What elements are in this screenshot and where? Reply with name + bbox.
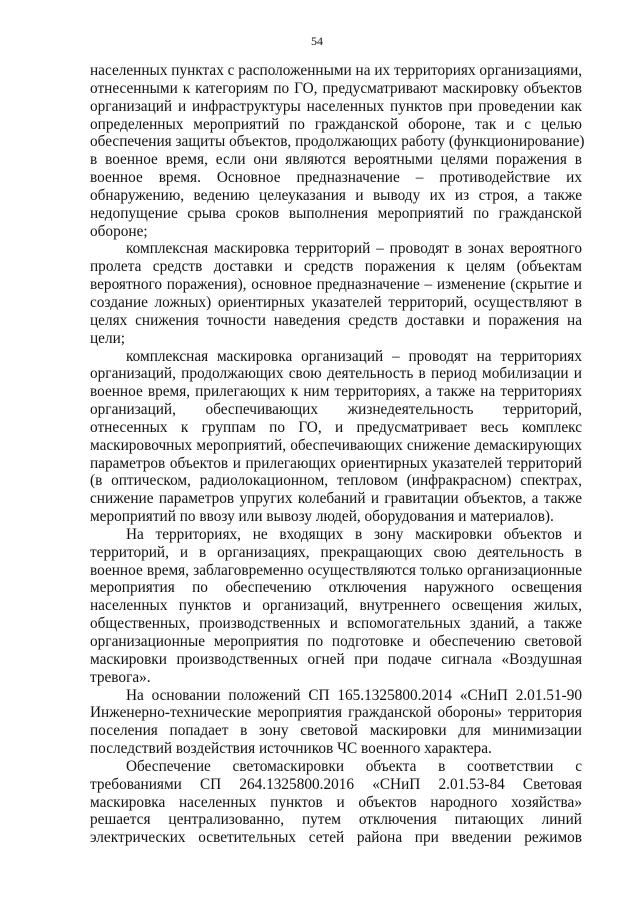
- text-line: военное время. Основное предназначение – противодействие их: [90, 169, 582, 187]
- text-line: требованиями СП 264.1325800.2016 «СНиП 2.01.53-84 Световая: [90, 775, 582, 793]
- text-line: общественных, производственных и вспомогательных зданий, а также: [90, 615, 582, 633]
- text-line: комплексная маскировка организаций – проводят на территориях: [126, 347, 582, 365]
- text-line: цели;: [90, 329, 126, 347]
- text-line: пролета средств доставки и средств поражения к целям (объектам: [90, 258, 582, 276]
- document-body-text: [90, 62, 585, 847]
- text-line: Инженерно-технические мероприятия гражданской обороны» территория: [90, 704, 582, 722]
- text-line: военное время, заблаговременно осуществляются только организационные: [90, 561, 582, 579]
- text-line: тревога».: [90, 668, 151, 686]
- text-line: обороне;: [90, 222, 148, 240]
- text-line: снижение параметров упругих колебаний и гравитации объектов, а также: [90, 490, 582, 508]
- text-line: организационные мероприятия по подготовке и обеспечению световой: [90, 633, 582, 650]
- text-line: определенных мероприятий по гражданской обороне, так и с целью: [90, 115, 582, 133]
- text-line: целях снижения точности наведения средств доставки и поражения на: [90, 311, 582, 329]
- text-line: отнесенными к категориям по ГО, предусматривают маскировку объектов: [90, 79, 582, 97]
- text-line: территорий, и в организациях, прекращающих свою деятельность в: [90, 543, 582, 561]
- page-number: 54: [311, 34, 323, 48]
- text-line: организаций и инфраструктуры населенных пунктов при проведении как: [90, 97, 582, 115]
- text-line: На основании положений СП 165.1325800.2014 «СНиП 2.01.51-90: [126, 686, 582, 704]
- text-line: отнесенных к группам по ГО, и предусматривает весь комплекс: [90, 418, 582, 436]
- text-line: организаций, продолжающих свою деятельность в период мобилизации и: [90, 365, 582, 383]
- text-line: Обеспечение светомаскировки объекта в соответствии с: [126, 757, 582, 775]
- text-line: мероприятия по обеспечению отключения наружного освещения: [90, 579, 582, 597]
- text-line: организаций, обеспечивающих жизнедеятельность территорий,: [90, 401, 582, 419]
- text-line: комплексная маскировка территорий – проводят в зонах вероятного: [126, 240, 582, 258]
- text-line: создание ложных) ориентирных указателей территорий, осуществляют в: [90, 293, 582, 311]
- text-line: параметров объектов и прилегающих ориентирных указателей территорий: [90, 454, 582, 472]
- text-line: электрических осветительных сетей района при введении режимов: [90, 829, 582, 847]
- text-line: вероятного поражения), основное предназначение – изменение (скрытие и: [90, 276, 582, 294]
- text-line: в военное время, если они являются вероятными целями поражения в: [90, 151, 582, 169]
- text-line: маскировки производственных огней при подаче сигнала «Воздушная: [90, 650, 582, 668]
- text-line: поселения попадает в зону световой маскировки для минимизации: [90, 722, 582, 740]
- text-line: На территориях, не входящих в зону маскировки объектов и: [126, 525, 582, 543]
- text-line: решается централизованно, путем отключения питающих линий: [90, 811, 582, 829]
- text-line: маскировка населенных пунктов и объектов народного хозяйства»: [90, 793, 582, 811]
- text-line: населенных пунктах с расположенными на их территориях организациями,: [90, 62, 583, 79]
- text-line: населенных пунктов и организаций, внутреннего освещения жилых,: [90, 597, 582, 615]
- text-line: мероприятий по ввозу или вывозу людей, оборудования и материалов).: [90, 508, 554, 526]
- text-line: маскировочных мероприятий, обеспечивающих снижение демаскирующих: [90, 436, 582, 454]
- text-line: недопущение срыва сроков выполнения мероприятий по гражданской: [90, 204, 582, 222]
- text-line: (в оптическом, радиолокационном, тепловом (инфракрасном) спектрах,: [90, 472, 582, 490]
- text-line: обнаружению, ведению целеуказания и выводу их из строя, а также: [90, 186, 582, 204]
- text-line: военное время, прилегающих к ним территориях, а также на территориях: [90, 383, 582, 401]
- text-line: обеспечения защиты объектов, продолжающих работу (функционирование): [90, 133, 585, 151]
- text-line: последствий воздействия источников ЧС военного характера.: [90, 740, 492, 758]
